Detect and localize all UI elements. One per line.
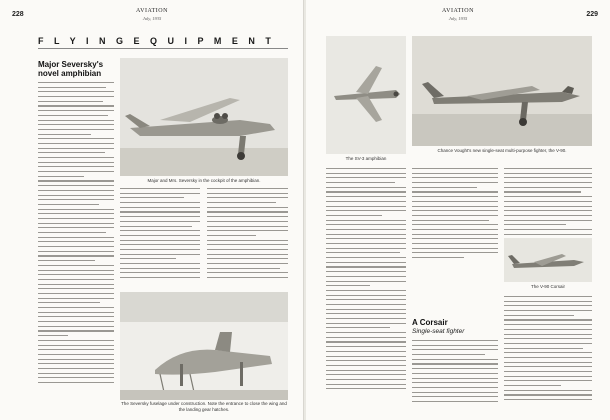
amphibian-side-view-illustration bbox=[120, 58, 288, 176]
text-column-3 bbox=[207, 188, 288, 288]
caption-photo-sv3: The SV-3 amphibian bbox=[345, 156, 387, 161]
right-text-column-2 bbox=[412, 168, 498, 268]
corsair-illustration bbox=[504, 238, 592, 282]
article-subtitle-corsair: Single-seat fighter bbox=[412, 328, 465, 335]
right-text-column-3b bbox=[504, 296, 592, 410]
right-text-column-1 bbox=[326, 168, 406, 408]
text-column-2 bbox=[120, 188, 200, 288]
caption-photo-v90: Chance Vought's new single-seat multi-purpose fighter, the V-90. bbox=[437, 148, 567, 153]
photo-seversky-cockpit bbox=[120, 58, 288, 176]
photo-v90-fighter bbox=[412, 36, 592, 146]
right-issue-date: July, 1935 bbox=[448, 16, 468, 21]
article-title-seversky: Major Seversky's novel amphibian bbox=[38, 60, 104, 78]
left-issue-date: July, 1935 bbox=[142, 16, 162, 21]
caption-photo-top: Major and Mrs. Seversky in the cockpit of the amphibian. bbox=[147, 178, 261, 183]
sv3-flying-illustration bbox=[326, 36, 406, 154]
right-text-column-2b bbox=[412, 340, 498, 410]
photo-fuselage-construction bbox=[120, 292, 288, 400]
caption-photo-corsair: The V-90 Corsair bbox=[530, 284, 565, 289]
photo-sv3-amphibian bbox=[326, 36, 406, 154]
right-magazine-title: AVIATION bbox=[442, 8, 474, 14]
left-magazine-title: AVIATION bbox=[136, 8, 168, 14]
right-page-number: 229 bbox=[586, 11, 598, 18]
right-page bbox=[306, 0, 610, 420]
right-running-header bbox=[306, 8, 610, 22]
text-column-1 bbox=[38, 82, 114, 402]
section-title: F L Y I N G E Q U I P M E N T bbox=[38, 36, 275, 46]
left-page-number: 228 bbox=[12, 11, 24, 18]
hangar-fuselage-illustration bbox=[120, 292, 288, 400]
photo-v90-corsair bbox=[504, 238, 592, 282]
left-page bbox=[0, 0, 304, 420]
caption-photo-bottom: The Seversky fuselage under construction. Note the entrance to close the wing and the landing gear hatches. bbox=[121, 401, 287, 412]
article-title-corsair: A Corsair bbox=[412, 318, 448, 327]
left-running-header bbox=[0, 8, 304, 22]
title-rule bbox=[38, 48, 288, 49]
v90-fighter-illustration bbox=[412, 36, 592, 146]
